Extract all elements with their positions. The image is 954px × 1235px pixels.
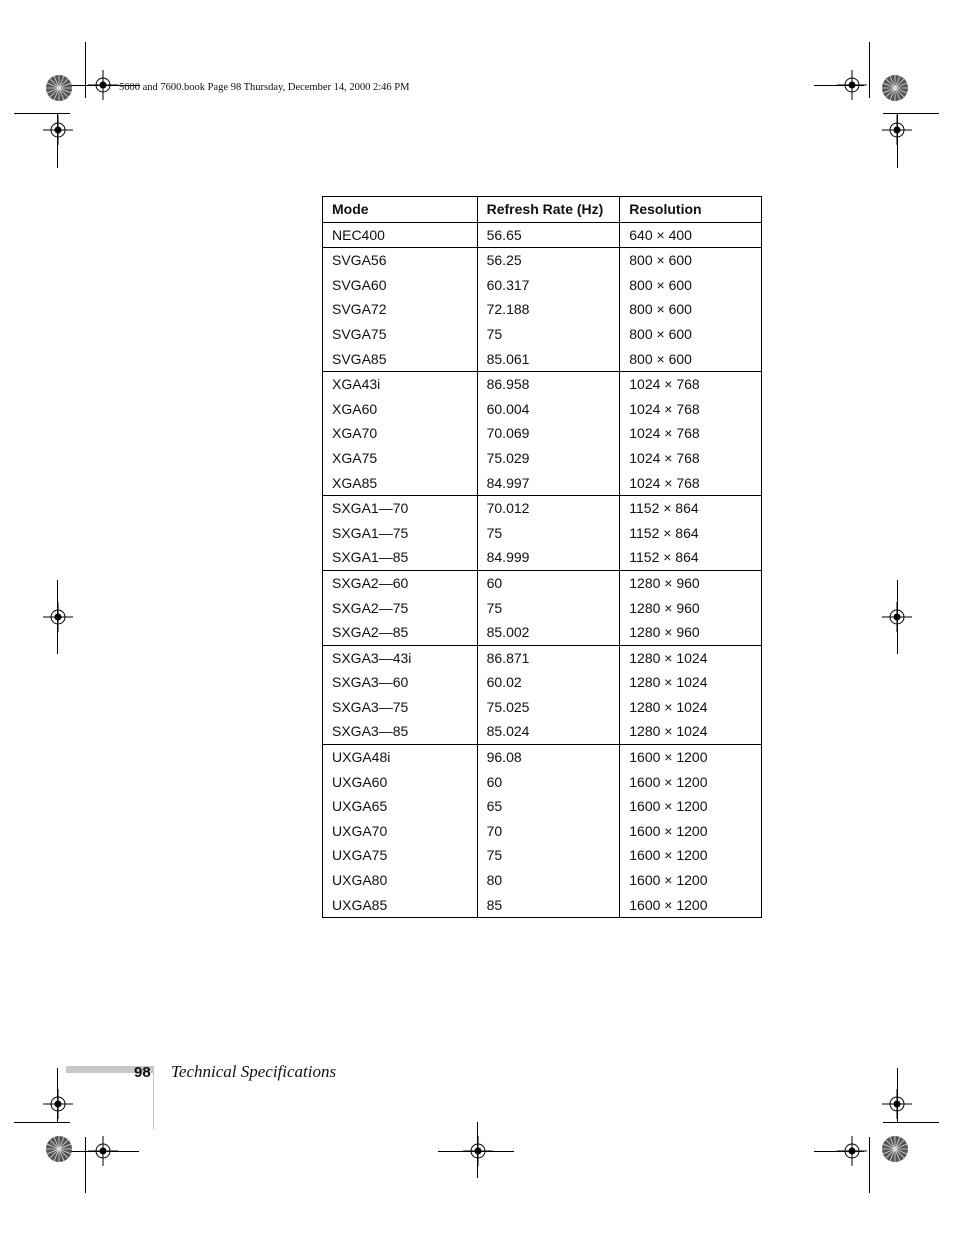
cell-mode: SVGA85 <box>323 347 478 372</box>
cell-resolution: 1152 × 864 <box>620 545 762 570</box>
cell-mode: XGA43i <box>323 372 478 397</box>
crop-mark-line <box>85 42 86 98</box>
cell-mode: SXGA2—75 <box>323 596 478 621</box>
cell-resolution: 1024 × 768 <box>620 397 762 422</box>
table-row <box>323 620 762 645</box>
cell-resolution: 800 × 600 <box>620 297 762 322</box>
table-row <box>323 322 762 347</box>
cell-mode: UXGA65 <box>323 794 478 819</box>
crop-mark-line <box>869 42 870 98</box>
cell-resolution: 1024 × 768 <box>620 471 762 496</box>
cell-refresh-rate: 84.997 <box>477 471 620 496</box>
cell-resolution: 800 × 600 <box>620 273 762 298</box>
table-row <box>323 794 762 819</box>
cell-refresh-rate: 70.069 <box>477 421 620 446</box>
cell-mode: SXGA1—85 <box>323 545 478 570</box>
crop-mark-line <box>869 1137 870 1193</box>
cell-refresh-rate: 75 <box>477 322 620 347</box>
crop-mark-line <box>477 1122 478 1178</box>
cell-refresh-rate: 60.004 <box>477 397 620 422</box>
cell-refresh-rate: 56.25 <box>477 248 620 273</box>
cell-refresh-rate: 70 <box>477 819 620 844</box>
table-row <box>323 645 762 670</box>
cell-resolution: 1024 × 768 <box>620 446 762 471</box>
cell-refresh-rate: 56.65 <box>477 222 620 248</box>
cell-mode: SVGA75 <box>323 322 478 347</box>
cell-refresh-rate: 86.871 <box>477 645 620 670</box>
table-row <box>323 248 762 273</box>
crop-mark-line <box>438 1151 514 1152</box>
crop-mark-line <box>57 113 58 168</box>
cell-resolution: 1152 × 864 <box>620 521 762 546</box>
crop-mark-line <box>814 1151 864 1152</box>
cell-resolution: 800 × 600 <box>620 248 762 273</box>
crop-mark-line <box>814 85 864 86</box>
cell-resolution: 1280 × 1024 <box>620 719 762 744</box>
cell-resolution: 1600 × 1200 <box>620 745 762 770</box>
cell-refresh-rate: 85 <box>477 893 620 918</box>
cell-mode: SXGA3—43i <box>323 645 478 670</box>
table-row <box>323 819 762 844</box>
table-row <box>323 770 762 795</box>
table-row <box>323 868 762 893</box>
cell-mode: UXGA48i <box>323 745 478 770</box>
cell-refresh-rate: 96.08 <box>477 745 620 770</box>
cell-mode: UXGA70 <box>323 819 478 844</box>
crop-mark-line <box>897 113 898 168</box>
cell-refresh-rate: 85.002 <box>477 620 620 645</box>
cell-mode: SVGA72 <box>323 297 478 322</box>
cell-resolution: 1280 × 1024 <box>620 695 762 720</box>
cell-refresh-rate: 85.061 <box>477 347 620 372</box>
cell-mode: SXGA1—70 <box>323 496 478 521</box>
star-target-icon <box>881 74 909 102</box>
video-modes-table <box>322 196 762 918</box>
crop-mark-line <box>14 113 70 114</box>
cell-resolution: 1280 × 960 <box>620 620 762 645</box>
table-header-row <box>323 197 762 223</box>
cell-resolution: 1600 × 1200 <box>620 868 762 893</box>
cell-refresh-rate: 80 <box>477 868 620 893</box>
cell-resolution: 1600 × 1200 <box>620 843 762 868</box>
cell-mode: SVGA60 <box>323 273 478 298</box>
registration-mark-icon <box>43 1089 73 1119</box>
table-row <box>323 670 762 695</box>
cell-mode: SVGA56 <box>323 248 478 273</box>
registration-mark-icon <box>43 602 73 632</box>
page-number: 98 <box>134 1064 151 1081</box>
cell-mode: XGA70 <box>323 421 478 446</box>
cell-mode: UXGA60 <box>323 770 478 795</box>
cell-mode: SXGA1—75 <box>323 521 478 546</box>
table-row <box>323 596 762 621</box>
cell-refresh-rate: 75 <box>477 596 620 621</box>
print-slug: 5600 and 7600.book Page 98 Thursday, December 14, 2000 2:46 PM <box>119 82 410 93</box>
cell-refresh-rate: 75 <box>477 521 620 546</box>
cell-resolution: 800 × 600 <box>620 347 762 372</box>
cell-mode: XGA60 <box>323 397 478 422</box>
cell-resolution: 1280 × 1024 <box>620 670 762 695</box>
cell-refresh-rate: 60.02 <box>477 670 620 695</box>
cell-resolution: 1280 × 960 <box>620 570 762 595</box>
star-target-icon <box>881 1135 909 1163</box>
cell-resolution: 1024 × 768 <box>620 372 762 397</box>
cell-mode: SXGA2—85 <box>323 620 478 645</box>
crop-mark-line <box>14 1122 70 1123</box>
cell-resolution: 1152 × 864 <box>620 496 762 521</box>
cell-resolution: 640 × 400 <box>620 222 762 248</box>
column-header-resolution: Resolution <box>620 197 762 223</box>
cell-resolution: 800 × 600 <box>620 322 762 347</box>
crop-mark-line <box>883 1122 939 1123</box>
table-row <box>323 521 762 546</box>
column-header-mode: Mode <box>323 197 478 223</box>
table-row <box>323 471 762 496</box>
crop-mark-line <box>57 1068 58 1122</box>
crop-mark-line <box>57 580 58 654</box>
table-row <box>323 273 762 298</box>
cell-refresh-rate: 86.958 <box>477 372 620 397</box>
table-row <box>323 446 762 471</box>
table-row <box>323 496 762 521</box>
table-row <box>323 893 762 918</box>
cell-refresh-rate: 75.025 <box>477 695 620 720</box>
column-header-refresh-rate: Refresh Rate (Hz) <box>477 197 620 223</box>
cell-mode: SXGA3—75 <box>323 695 478 720</box>
cell-resolution: 1600 × 1200 <box>620 794 762 819</box>
cell-resolution: 1024 × 768 <box>620 421 762 446</box>
registration-mark-icon <box>43 115 73 145</box>
cell-resolution: 1280 × 960 <box>620 596 762 621</box>
cell-resolution: 1280 × 1024 <box>620 645 762 670</box>
star-target-icon <box>45 1135 73 1163</box>
cell-refresh-rate: 70.012 <box>477 496 620 521</box>
table-row <box>323 843 762 868</box>
cell-mode: NEC400 <box>323 222 478 248</box>
cell-mode: SXGA3—85 <box>323 719 478 744</box>
cell-resolution: 1600 × 1200 <box>620 893 762 918</box>
cell-refresh-rate: 72.188 <box>477 297 620 322</box>
table-row <box>323 372 762 397</box>
cell-refresh-rate: 60 <box>477 770 620 795</box>
table-row <box>323 397 762 422</box>
crop-mark-line <box>897 580 898 654</box>
crop-mark-line <box>897 1068 898 1122</box>
cell-resolution: 1600 × 1200 <box>620 770 762 795</box>
cell-mode: XGA75 <box>323 446 478 471</box>
table-row <box>323 745 762 770</box>
running-footer-title: Technical Specifications <box>171 1062 337 1081</box>
table-row <box>323 570 762 595</box>
cell-refresh-rate: 85.024 <box>477 719 620 744</box>
table-row <box>323 421 762 446</box>
table-row <box>323 347 762 372</box>
table-row <box>323 695 762 720</box>
star-target-icon <box>45 74 73 102</box>
cell-resolution: 1600 × 1200 <box>620 819 762 844</box>
table-body <box>323 222 762 918</box>
table-row <box>323 297 762 322</box>
cell-refresh-rate: 60.317 <box>477 273 620 298</box>
footer-rule <box>153 1066 154 1130</box>
table-row <box>323 719 762 744</box>
table-row <box>323 545 762 570</box>
cell-refresh-rate: 84.999 <box>477 545 620 570</box>
cell-refresh-rate: 60 <box>477 570 620 595</box>
cell-refresh-rate: 65 <box>477 794 620 819</box>
crop-mark-line <box>883 113 939 114</box>
cell-mode: UXGA75 <box>323 843 478 868</box>
cell-mode: XGA85 <box>323 471 478 496</box>
table-row <box>323 222 762 248</box>
cell-refresh-rate: 75.029 <box>477 446 620 471</box>
cell-mode: SXGA3—60 <box>323 670 478 695</box>
cell-refresh-rate: 75 <box>477 843 620 868</box>
crop-mark-line <box>85 1137 86 1193</box>
cell-mode: UXGA80 <box>323 868 478 893</box>
cell-mode: SXGA2—60 <box>323 570 478 595</box>
cell-mode: UXGA85 <box>323 893 478 918</box>
